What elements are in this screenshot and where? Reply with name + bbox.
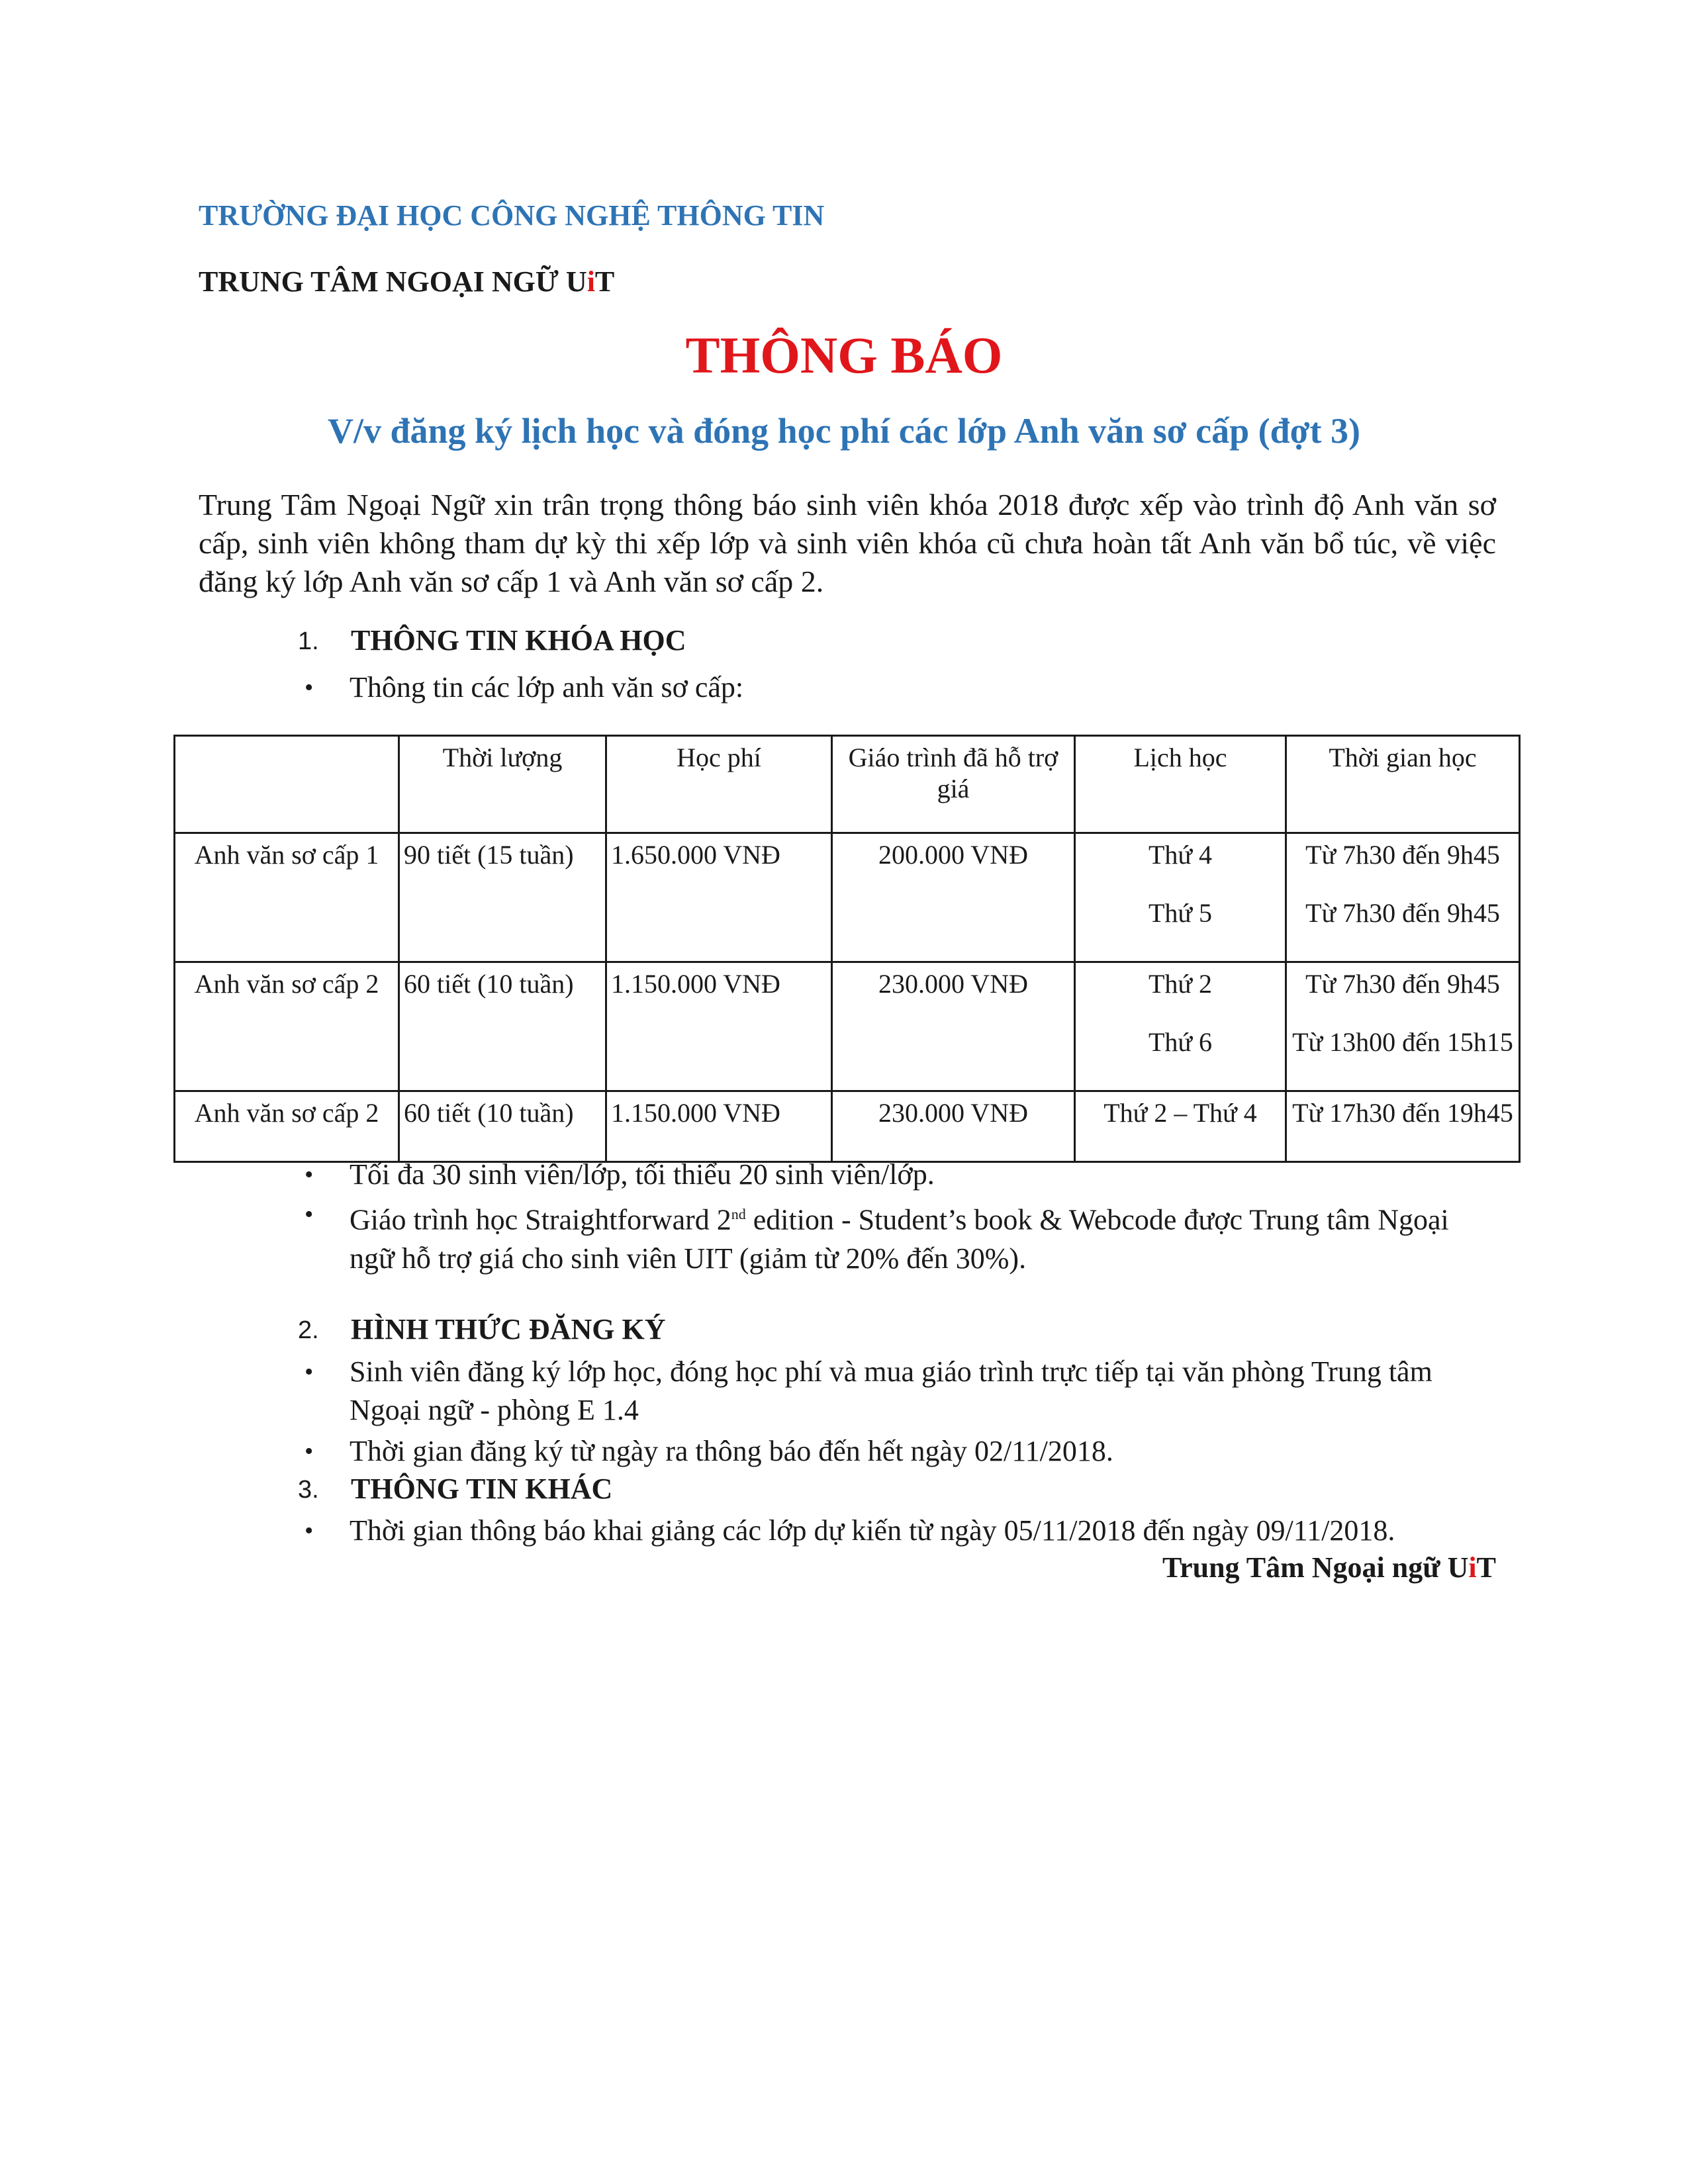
- document-title: THÔNG BÁO: [685, 326, 1003, 384]
- center-name-prefix: TRUNG TÂM NGOẠI NGỮ U: [199, 265, 587, 298]
- bullet-class-info-text: Thông tin các lớp anh văn sơ cấp:: [350, 671, 744, 704]
- table-cell-times: [1286, 962, 1520, 1091]
- table-cell-day: Thứ 5: [1148, 898, 1213, 928]
- bullet-dot: •: [305, 1517, 314, 1545]
- table-cell-fee: 1.150.000 VNĐ: [606, 1091, 832, 1162]
- signature-i: i: [1468, 1551, 1477, 1584]
- section-2-title: HÌNH THỨC ĐĂNG KÝ: [351, 1313, 666, 1345]
- table-cell-day: Thứ 2: [1148, 969, 1213, 999]
- table-cell-time: Từ 17h30 đến 19h45: [1292, 1098, 1513, 1128]
- section-3-number: 3.: [298, 1476, 319, 1504]
- section-2-number: 2.: [298, 1316, 319, 1344]
- table-cell-times: [1286, 1091, 1520, 1162]
- bullet-registration-time: [298, 1432, 1496, 1471]
- table-row: [175, 1091, 1520, 1162]
- bullet-dot: •: [305, 1201, 314, 1228]
- bullet-registration-place-text: Sinh viên đăng ký lớp học, đóng học phí và mua giáo trình trực tiếp tại văn phòng Trung tâm Ngoại ngữ - phòng E 1.4: [350, 1355, 1432, 1426]
- bullet-class-size-text: Tối đa 30 sinh viên/lớp, tối thiểu 20 sinh viên/lớp.: [350, 1158, 935, 1191]
- textbook-text-pre: Giáo trình học Straightforward 2: [350, 1203, 731, 1236]
- section-1-title: THÔNG TIN KHÓA HỌC: [351, 624, 686, 657]
- bullet-class-info: [298, 668, 1496, 707]
- bullet-dot: •: [305, 1358, 314, 1386]
- table-cell-time: Từ 7h30 đến 9h45: [1305, 969, 1500, 999]
- table-cell-name: Anh văn sơ cấp 2: [175, 962, 399, 1091]
- intro-paragraph: Trung Tâm Ngoại Ngữ xin trân trọng thông báo sinh viên khóa 2018 được xếp vào trình độ Anh văn sơ cấp, sinh viên không tham dự kỳ thi xếp lớp và sinh viên khóa cũ chưa hoàn tất Anh văn bổ túc, về việc đăng ký lớp Anh văn sơ cấp 1 và Anh văn sơ cấp 2.: [199, 488, 1496, 598]
- table-cell-duration: 90 tiết (15 tuần): [399, 833, 606, 962]
- table-cell-duration: 60 tiết (10 tuần): [399, 1091, 606, 1162]
- table-cell-time: Từ 7h30 đến 9h45: [1305, 898, 1500, 928]
- table-cell-fee: 1.150.000 VNĐ: [606, 962, 832, 1091]
- table-header-cell: Học phí: [606, 736, 832, 833]
- table-cell-days: [1075, 962, 1286, 1091]
- table-header-cell: Thời lượng: [399, 736, 606, 833]
- table-cell-time: Từ 13h00 đến 15h15: [1292, 1027, 1513, 1057]
- center-name-suffix: T: [594, 265, 615, 298]
- table-cell-day: Thứ 4: [1148, 840, 1213, 870]
- section-3-title: THÔNG TIN KHÁC: [351, 1473, 613, 1505]
- signature: [993, 1551, 1496, 1584]
- textbook-text-sup: nd: [731, 1206, 746, 1222]
- table-cell-fee: 1.650.000 VNĐ: [606, 833, 832, 962]
- table-cell-days: [1075, 833, 1286, 962]
- table-cell-book: 230.000 VNĐ: [832, 962, 1075, 1091]
- document-subtitle: V/v đăng ký lịch học và đóng học phí các lớp Anh văn sơ cấp (đợt 3): [327, 411, 1360, 451]
- table-header-cell: Thời gian học: [1286, 736, 1520, 833]
- table-cell-day: Thứ 2 – Thứ 4: [1103, 1098, 1257, 1128]
- center-name-i: i: [586, 265, 595, 298]
- center-name: [199, 265, 614, 298]
- bullet-textbook-text: [350, 1195, 1496, 1278]
- course-table: [173, 735, 1521, 1163]
- signature-suffix: T: [1476, 1551, 1496, 1584]
- section-1-number: 1.: [298, 627, 319, 655]
- table-cell-name: Anh văn sơ cấp 2: [175, 1091, 399, 1162]
- textbook-text-post: edition - Student’s book & Webcode được Trung tâm Ngoại ngữ hỗ trợ giá cho sinh viên UIT (giảm từ 20% đến 30%).: [350, 1203, 1449, 1275]
- table-header-cell: Lịch học: [1075, 736, 1286, 833]
- bullet-opening-time: [298, 1512, 1496, 1550]
- bullet-textbook: [298, 1195, 1496, 1278]
- table-cell-name: Anh văn sơ cấp 1: [175, 833, 399, 962]
- bullet-dot: •: [305, 674, 314, 702]
- bullet-dot: •: [305, 1161, 314, 1189]
- table-row: [175, 962, 1520, 1091]
- bullet-registration-place: [298, 1353, 1496, 1430]
- table-header-row: [175, 736, 1520, 833]
- bullet-registration-time-text: Thời gian đăng ký từ ngày ra thông báo đến hết ngày 02/11/2018.: [350, 1435, 1113, 1467]
- bullet-dot: •: [305, 1437, 314, 1465]
- table-cell-time: Từ 7h30 đến 9h45: [1305, 840, 1500, 870]
- table-cell-days: [1075, 1091, 1286, 1162]
- table-header-cell: [175, 736, 399, 833]
- signature-prefix: Trung Tâm Ngoại ngữ U: [1162, 1551, 1469, 1584]
- bullet-class-size: [298, 1156, 1496, 1194]
- table-row: [175, 833, 1520, 962]
- bullet-opening-time-text: Thời gian thông báo khai giảng các lớp dự kiến từ ngày 05/11/2018 đến ngày 09/11/2018.: [350, 1514, 1395, 1547]
- table-cell-book: 230.000 VNĐ: [832, 1091, 1075, 1162]
- table-cell-times: [1286, 833, 1520, 962]
- table-cell-book: 200.000 VNĐ: [832, 833, 1075, 962]
- table-header-cell: Giáo trình đã hỗ trợ giá: [832, 736, 1075, 833]
- table-cell-day: Thứ 6: [1148, 1027, 1213, 1057]
- table-cell-duration: 60 tiết (10 tuần): [399, 962, 606, 1091]
- university-name: TRƯỜNG ĐẠI HỌC CÔNG NGHỆ THÔNG TIN: [199, 199, 825, 232]
